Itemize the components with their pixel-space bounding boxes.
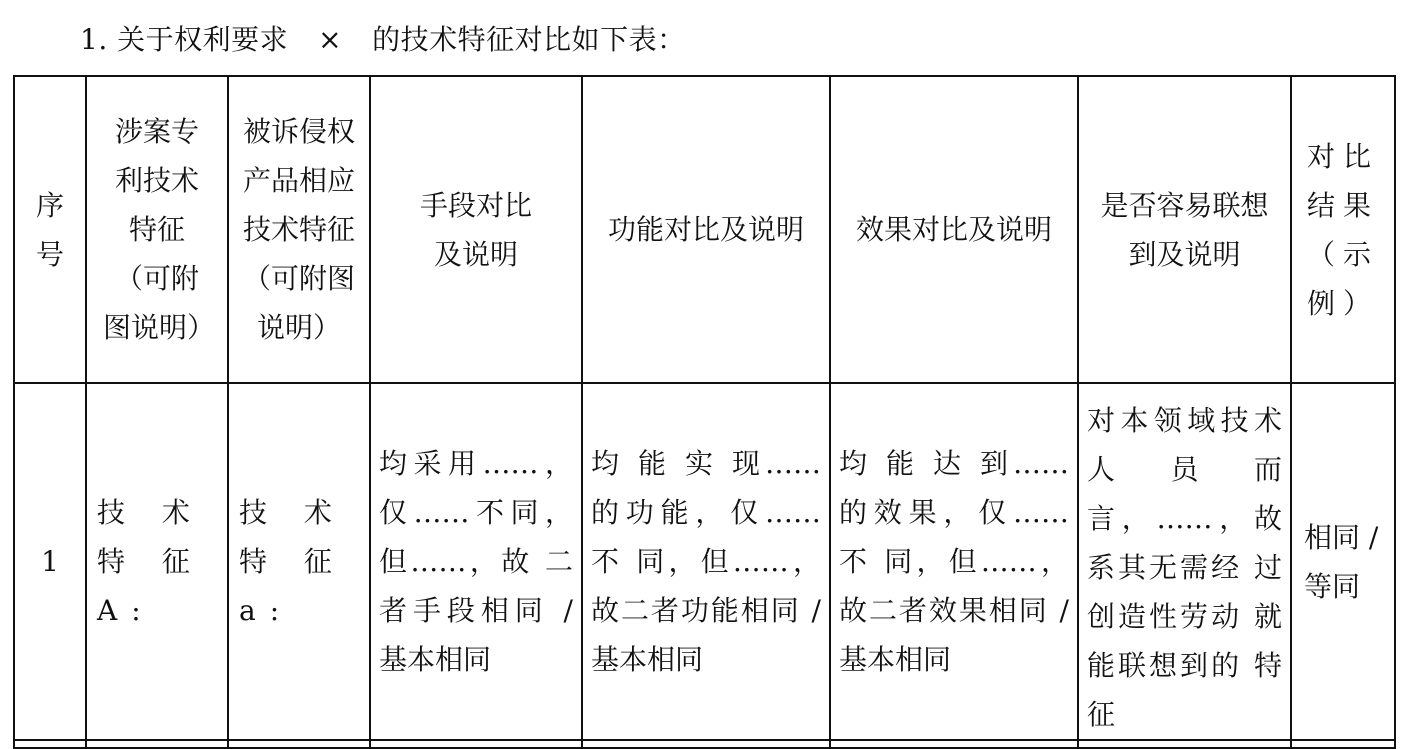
cell-effect-comparison: 均 能 达 到…… 的效果，仅…… 不 同，但……，故二者效果相同 / 基本相同 [830, 383, 1078, 740]
cell-product-feature: 技 术 特 征 a: [228, 383, 370, 740]
cell-obviousness: 对本领域技术 人员而言，……，故系其无需经 过创造性劳动 就能联想到的 特征 [1078, 383, 1291, 740]
header-means: 手段对比及说明 [370, 76, 582, 383]
section-heading [80, 18, 686, 58]
header-obviousness: 是否容易联想到及说明 [1078, 76, 1291, 383]
header-patent-feature: 涉案专利技术特征（可附图说明） [86, 76, 228, 383]
header-index: 序号 [14, 76, 86, 383]
cell-function-comparison: 均 能 实 现…… 的功能，仅…… 不 同，但……，故二者功能相同 / 基本相同 [582, 383, 830, 740]
cell-means-comparison: 均采用……，仅……不同，但……，故 二者手段相同 / 基本相同 [370, 383, 582, 740]
feature-comparison-table [13, 75, 1396, 749]
heading-prefix: 1. 关于权利要求 [80, 23, 289, 56]
cell-index: 1 [14, 383, 86, 740]
claim-number-placeholder: × [318, 23, 343, 56]
header-product-feature: 被诉侵权产品相应技术特征（可附图说明） [228, 76, 370, 383]
header-result: 对比结果（示例） [1291, 76, 1395, 383]
cell-result: 相同 / 等同 [1291, 383, 1395, 740]
table-header-row [14, 76, 1395, 383]
table-row-continuation [14, 740, 1395, 748]
header-effect: 效果对比及说明 [830, 76, 1078, 383]
cell-patent-feature: 技 术 特 征 A: [86, 383, 228, 740]
heading-suffix: 的技术特征对比如下表： [372, 23, 686, 56]
header-function: 功能对比及说明 [582, 76, 830, 383]
table-row [14, 383, 1395, 740]
